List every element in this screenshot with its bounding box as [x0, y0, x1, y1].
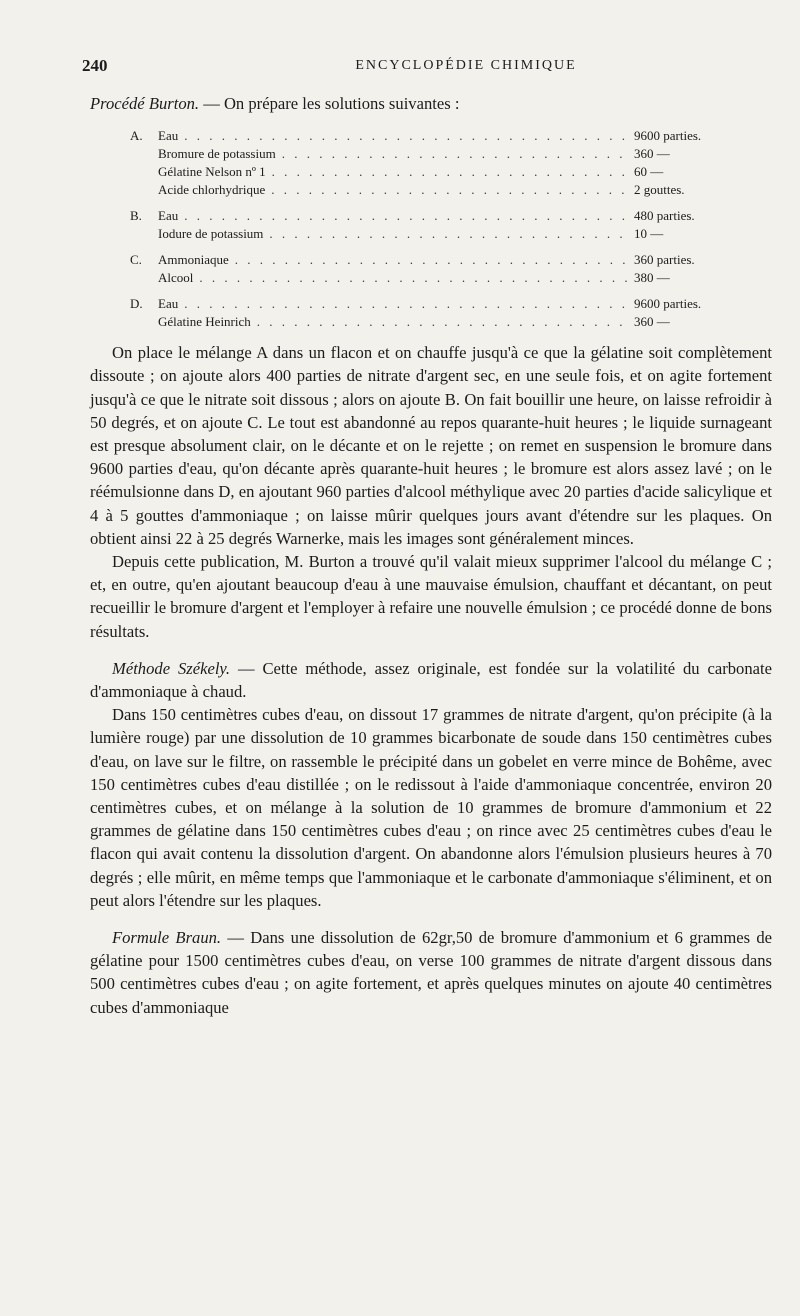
solution-row [130, 225, 730, 243]
leader-dots [184, 127, 628, 145]
running-title: ENCYCLOPÉDIE CHIMIQUE [355, 58, 577, 73]
ingredient-name: Alcool [158, 270, 194, 286]
solution-letter: A. [130, 128, 143, 144]
leader-dots [257, 313, 628, 331]
braun-heading [90, 926, 772, 1019]
ingredient-name: Ammoniaque [158, 252, 229, 268]
solution-letter: C. [130, 252, 142, 268]
ingredient-name: Eau [158, 128, 179, 144]
szekely-heading [90, 657, 772, 703]
szekely-title: Méthode Székely. [112, 658, 231, 678]
szekely-intro: — Cette méthode, assez originale, est fondée sur la volatilité du carbonate d'ammoniaque à chaud. [90, 658, 772, 702]
solution-row [130, 163, 730, 181]
solution-row [130, 251, 730, 269]
ingredient-qty: 360 — [634, 146, 670, 162]
solution-row [130, 181, 730, 199]
ingredient-qty: 380 — [634, 270, 670, 286]
solution-row [130, 313, 730, 331]
burton-title: Procédé Burton. [90, 94, 200, 113]
leader-dots [184, 295, 628, 313]
ingredient-qty: 10 — [634, 226, 664, 242]
ingredient-name: Acide chlorhydrique [158, 182, 266, 198]
solution-row [130, 145, 730, 163]
solution-b [130, 207, 730, 243]
solution-a [130, 127, 730, 199]
leader-dots [199, 269, 628, 287]
solution-letter: B. [130, 208, 142, 224]
ingredient-name: Eau [158, 208, 179, 224]
ingredient-name: Gélatine Heinrich [158, 314, 251, 330]
ingredient-name: Bromure de potassium [158, 146, 276, 162]
page-number: 240 [82, 56, 108, 75]
solution-letter: D. [130, 296, 143, 312]
leader-dots [271, 181, 628, 199]
solution-d [130, 295, 730, 331]
ingredient-qty: 9600 parties. [634, 128, 702, 144]
solution-row [130, 269, 730, 287]
solution-row [130, 127, 730, 145]
burton-heading [90, 92, 772, 115]
page-header [82, 52, 772, 82]
szekely-paragraph: Dans 150 centimètres cubes d'eau, on dissout 17 grammes de nitrate d'argent, qu'on précipite (à la lumière rouge) par une dissolution de 10 grammes bicarbonate de soude dans 150 centimètres cubes d'eau, on lave sur le filtre, on rassemble le précipité dans un gobelet en verre mince de Bohême, avec 150 centimètres cubes d'eau distillée ; on le redissout à l'aide d'ammoniaque concentrée, environ 20 centimètres cubes, et on mélange à la solution de 10 grammes de bromure d'ammonium et 22 grammes de gélatine dans 150 centimètres cubes d'eau ; on rince avec 25 centimètres cubes d'eau le flacon qui avait contenu la dissolution d'argent. On abandonne alors l'émulsion plusieurs heures à 70 degrés ; elle mûrit, en même temps que l'ammoniaque et le carbonate d'ammoniaque s'éliminent, et on peut alors l'étendre sur les plaques. [90, 705, 772, 910]
solution-row [130, 207, 730, 225]
ingredient-name: Iodure de potassium [158, 226, 264, 242]
leader-dots [272, 163, 628, 181]
ingredient-qty: 480 parties. [634, 208, 695, 224]
leader-dots [184, 207, 628, 225]
burton-paragraph-1: On place le mélange A dans un flacon et on chauffe jusqu'à ce que la gélatine soit complètement dissoute ; on ajoute alors 400 parties de nitrate d'argent sec, en une seule fois, et on agite fortement jusqu'à ce que le nitrate soit dissous ; alors on ajoute B. On fait bouillir une heure, on laisse refroidir à 50 degrés, et on ajoute C. Le tout est abandonné au repos quarante-huit heures ; le liquide surnageant est presque absolument clair, on le décante et on le rejette ; on remet en suspension le bromure dans 9600 parties d'eau, qu'on décante après quarante-huit heures ; le bromure est alors assez lavé ; on le réémulsionne dans D, en ajoutant 960 parties d'alcool méthylique avec 20 parties d'acide salicylique et 4 à 5 gouttes d'ammoniaque ; on laisse mûrir quelques jours avant d'étendre sur les plaques. On obtient ainsi 22 à 25 degrés Warnerke, mais les images sont généralement minces. [90, 343, 772, 548]
solution-row [130, 295, 730, 313]
ingredient-qty: 2 gouttes. [634, 182, 685, 198]
solution-c [130, 251, 730, 287]
ingredient-qty: 60 — [634, 164, 664, 180]
leader-dots [282, 145, 628, 163]
ingredient-name: Gélatine Nelson nº 1 [158, 164, 266, 180]
solutions-table [130, 127, 730, 331]
braun-intro: — Dans une dissolution de 62gr,50 de bromure d'ammonium et 6 grammes de gélatine pour 1500 centimètres cubes d'eau, on verse 100 grammes de nitrate d'argent dissous dans 500 centimètres cubes d'eau ; on agite fortement, et après quelques minutes on ajoute 40 centimètres cubes d'ammoniaque [90, 928, 772, 1017]
burton-paragraph-2: Depuis cette publication, M. Burton a trouvé qu'il valait mieux supprimer l'alcool du mélange C ; et, en outre, qu'en ajoutant beaucoup d'eau à une mauvaise émulsion, chauffant et décantant, on peut recueillir le bromure d'argent et l'employer à refaire une nouvelle émulsion ; ce procédé donne de bons résultats. [90, 552, 772, 641]
ingredient-qty: 9600 parties. [634, 296, 702, 312]
leader-dots [235, 251, 628, 269]
braun-title: Formule Braun. [112, 928, 222, 948]
ingredient-qty: 360 parties. [634, 252, 695, 268]
burton-intro: — On prépare les solutions suivantes : [199, 94, 460, 113]
ingredient-name: Eau [158, 296, 179, 312]
leader-dots [269, 225, 628, 243]
ingredient-qty: 360 — [634, 314, 670, 330]
